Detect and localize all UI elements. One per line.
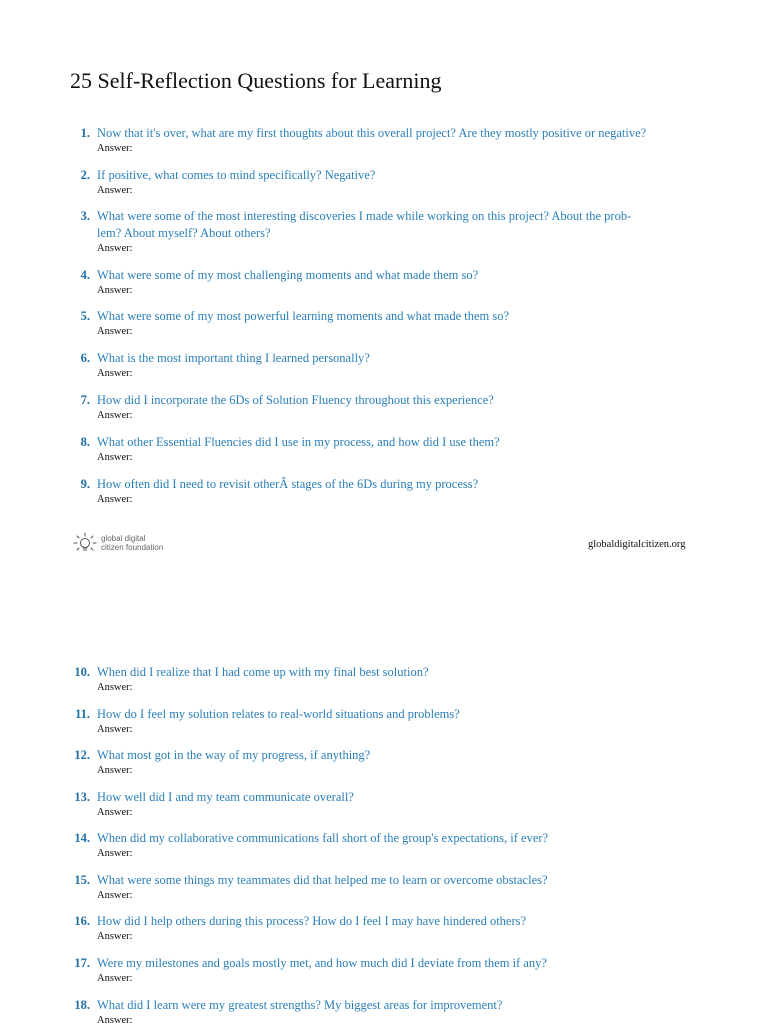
page-title: 25 Self-Reflection Questions for Learning	[70, 68, 442, 93]
question-number: 6.	[80, 351, 90, 365]
answer-label: Answer:	[97, 848, 133, 859]
question-text: When did I realize that I had come up with my final best solution?	[97, 665, 429, 679]
question-text: What other Essential Fluencies did I use in my process, and how did I use them?	[97, 435, 500, 449]
question-number: 1.	[80, 126, 90, 140]
question-text: Were my milestones and goals mostly met, and how much did I deviate from them if any?	[97, 956, 547, 970]
question-number: 13.	[74, 790, 90, 804]
question-text: What were some things my teammates did that helped me to learn or overcome obstacles?	[97, 873, 548, 887]
logo-line-2: citizen foundation	[101, 543, 164, 552]
question-text: How did I incorporate the 6Ds of Solution Fluency throughout this experience?	[97, 393, 494, 407]
footer-url: globaldigitalcitizen.org	[588, 539, 686, 550]
question-number: 9.	[80, 477, 90, 491]
answer-label: Answer:	[97, 243, 133, 254]
answer-label: Answer:	[97, 368, 133, 379]
answer-label: Answer:	[97, 724, 133, 735]
answer-label: Answer:	[97, 185, 133, 196]
question-number: 2.	[80, 168, 90, 182]
question-text: If positive, what comes to mind specifically? Negative?	[97, 168, 376, 182]
answer-label: Answer:	[97, 326, 133, 337]
question-text: What is the most important thing I learned personally?	[97, 351, 370, 365]
question-number: 12.	[74, 748, 90, 762]
question-number: 7.	[80, 393, 90, 407]
answer-label: Answer:	[97, 452, 133, 463]
answer-label: Answer:	[97, 890, 133, 901]
answer-label: Answer:	[97, 143, 133, 154]
question-number: 10.	[74, 665, 90, 679]
question-number: 15.	[74, 873, 90, 887]
question-number: 18.	[74, 998, 90, 1012]
question-text: What were some of my most challenging moments and what made them so?	[97, 268, 479, 282]
question-text: Now that it's over, what are my first thoughts about this overall project? Are they mostly positive or negative?	[97, 126, 647, 140]
question-text: How often did I need to revisit otherÂ stages of the 6Ds during my process?	[97, 477, 479, 491]
question-number: 16.	[74, 914, 90, 928]
answer-label: Answer:	[97, 1015, 133, 1026]
answer-label: Answer:	[97, 410, 133, 421]
question-number: 17.	[74, 956, 90, 970]
answer-label: Answer:	[97, 765, 133, 776]
question-text-line2: lem? About myself? About others?	[97, 226, 271, 240]
answer-label: Answer:	[97, 931, 133, 942]
question-number: 11.	[75, 707, 90, 721]
question-text-line1: What were some of the most interesting discoveries I made while working on this project? About the prob-	[97, 209, 632, 223]
answer-label: Answer:	[97, 285, 133, 296]
foundation-logo	[70, 530, 180, 560]
question-number: 5.	[80, 309, 90, 323]
lightbulb-icon	[70, 530, 100, 560]
question-number: 4.	[80, 268, 90, 282]
question-text: How did I help others during this process? How do I feel I may have hindered others?	[97, 914, 527, 928]
answer-label: Answer:	[97, 494, 133, 505]
question-text: When did my collaborative communications fall short of the group's expectations, if ever?	[97, 831, 549, 845]
question-number: 14.	[74, 831, 90, 845]
answer-label: Answer:	[97, 682, 133, 693]
question-text: How do I feel my solution relates to real-world situations and problems?	[97, 707, 460, 721]
question-text: What most got in the way of my progress, if anything?	[97, 748, 371, 762]
question-number: 8.	[80, 435, 90, 449]
logo-text	[101, 534, 163, 552]
question-number: 3.	[80, 209, 90, 223]
answer-label: Answer:	[97, 973, 133, 984]
question-text: How well did I and my team communicate overall?	[97, 790, 354, 804]
answer-label: Answer:	[97, 807, 133, 818]
logo-line-1: global digital	[101, 534, 146, 543]
question-text: What were some of my most powerful learning moments and what made them so?	[97, 309, 510, 323]
question-text: What did I learn were my greatest strengths? My biggest areas for improvement?	[97, 998, 503, 1012]
